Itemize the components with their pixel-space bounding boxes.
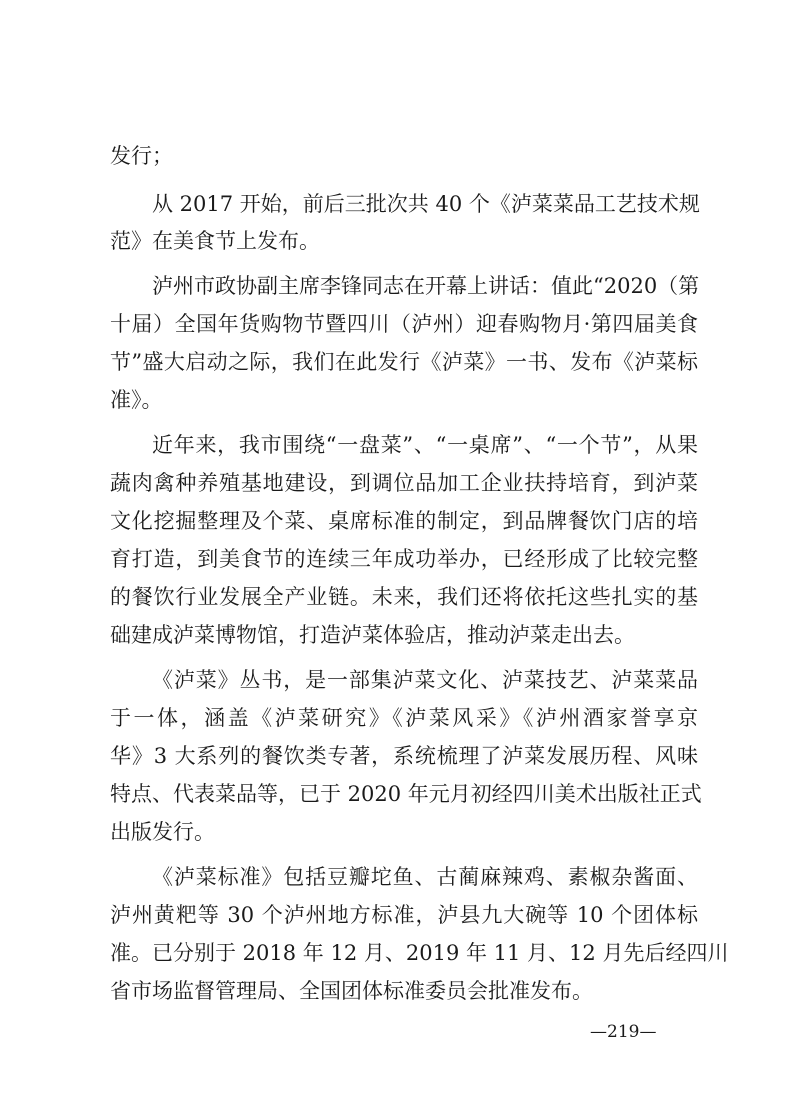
text-line: 《泸菜标准》包括豆瓣坨鱼、古蔺麻辣鸡、素椒杂酱面、 (152, 865, 698, 889)
text-line: 于一体，涵盖《泸菜研究》《泸菜风采》《泸州酒家誉享京 (110, 706, 698, 730)
text-line: 节”盛大启动之际，我们在此发行《泸菜》一书、发布《泸菜标 (110, 350, 698, 374)
text-line: 省市场监督管理局、全国团体标准委员会批准发布。 (110, 979, 593, 1003)
text-line: 《泸菜》丛书，是一部集泸菜文化、泸菜技艺、泸菜菜品 (152, 668, 698, 692)
page-number: —219— (590, 1022, 657, 1042)
text-line: 范》在美食节上发布。 (110, 229, 320, 253)
text-line: 发行； (110, 144, 173, 168)
text-line: 近年来，我市围绕“一盘菜”、“一桌席”、“一个节”，从果 (152, 433, 698, 457)
text-line: 育打造，到美食节的连续三年成功举办，已经形成了比较完整 (110, 547, 698, 571)
text-line: 泸州黄粑等 30 个泸州地方标准，泸县九大碗等 10 个团体标 (110, 903, 698, 927)
text-line: 出版发行。 (110, 820, 215, 844)
text-line: 蔬肉禽种养殖基地建设，到调位品加工企业扶持培育，到泸菜 (110, 471, 698, 495)
text-line: 础建成泸菜博物馆，打造泸菜体验店，推动泸菜走出去。 (110, 623, 635, 647)
text-line: 文化挖掘整理及个菜、桌席标准的制定，到品牌餐饮门店的培 (110, 509, 698, 533)
text-line: 准。已分别于 2018 年 12 月、2019 年 11 月、12 月先后经四川 (110, 941, 729, 965)
text-line: 的餐饮行业发展全产业链。未来，我们还将依托这些扎实的基 (110, 585, 698, 609)
text-line: 华》3 大系列的餐饮类专著，系统梳理了泸菜发展历程、风味 (110, 744, 698, 768)
text-line: 从 2017 开始，前后三批次共 40 个《泸菜菜品工艺技术规 (152, 192, 700, 216)
text-line: 准》。 (110, 388, 163, 412)
text-line: 泸州市政协副主席李锋同志在开幕上讲话：值此“2020（第 (152, 274, 700, 298)
text-line: 特点、代表菜品等，已于 2020 年元月初经四川美术出版社正式 (110, 782, 702, 806)
text-line: 十届）全国年货购物节暨四川（泸州）迎春购物月·第四届美食 (110, 312, 698, 336)
